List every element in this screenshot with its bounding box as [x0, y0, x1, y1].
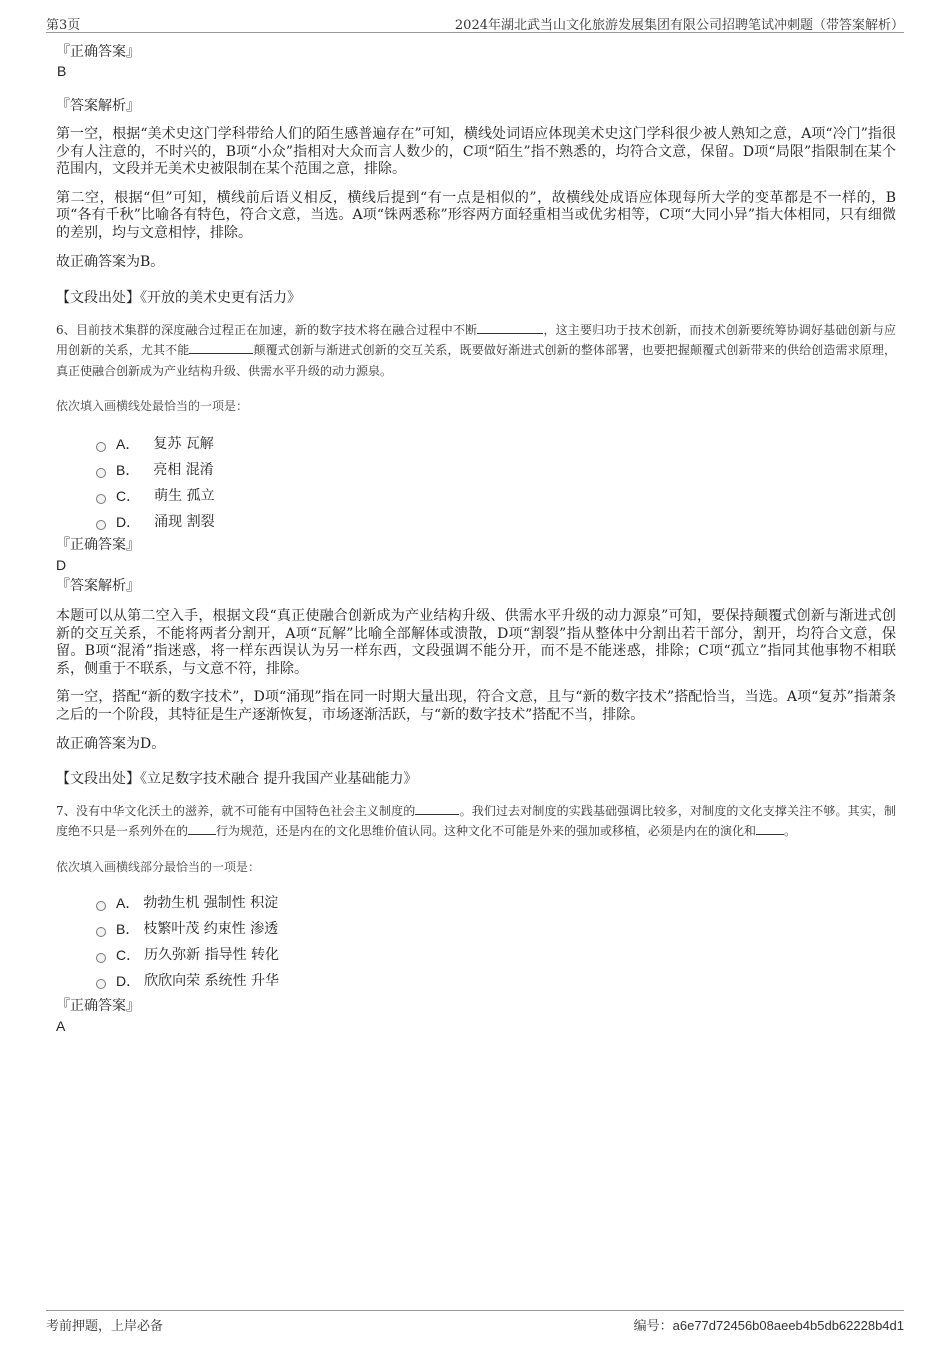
radio-button[interactable]	[96, 901, 106, 911]
fill-blank	[189, 340, 253, 354]
answer-value: B	[57, 63, 67, 79]
answer-heading: 『正确答案』	[56, 537, 140, 553]
analysis-paragraph: 本题可以从第二空入手，根据文段“真正使融合创新成为产业结构升级、供需水平升级的动力源泉”可知，要保持颠覆式创新与渐进式创新的交互关系，不能将两者分割开，A项“瓦解”比喻全部解体或溃散，D项“割裂”指从整体中分割出若干部分，割开，均符合文意，保留。B项“混淆”指迷惑，将一样东西误认为另一样东西，文段强调不能分开，而不是不能迷惑，排除；C项“孤立”指同其他事物不相联系，侧重于不联系，与文意不符，排除。	[56, 608, 896, 677]
conclusion: 故正确答案为D。	[56, 736, 166, 752]
option-b[interactable]: B． 亮相 混淆	[96, 457, 896, 483]
option-c[interactable]: C． 萌生 孤立	[96, 483, 896, 509]
document-code: 编号：a6e77d72456b08aeeb4b5db62228b4d1	[633, 1318, 904, 1334]
question-6-prompt: 依次填入画横线处最恰当的一项是：	[56, 399, 249, 413]
radio-button[interactable]	[96, 494, 106, 504]
page-number: 第3页	[46, 18, 81, 33]
fill-blank	[756, 821, 784, 835]
analysis-paragraph: 第一空，根据“美术史这门学科带给人们的陌生感普遍存在”可知，横线处词语应体现美术史这门学科很少被人熟知之意，A项“冷门”指很少有人注意的，不时兴的，B项“小众”指相对大众而言人数少的，C项“陌生”指不熟悉的，均符合文意，保留。D项“局限”指限制在某个范围内，文段并无美术史被限制在某个范围之意，排除。	[56, 126, 896, 177]
analysis-paragraph: 第二空，根据“但”可知，横线前后语义相反，横线后提到“有一点是相似的”，故横线处成语应体现每所大学的变革都是不一样的，B项“各有千秋”比喻各有特色，符合文意，当选。A项“铢两悉称”形容两方面轻重相当或优劣相等，C项“大同小异”指大体相同，只有细微的差别，均与文意相悖，排除。	[56, 189, 896, 241]
radio-button[interactable]	[96, 979, 106, 989]
source-citation: 【文段出处】《立足数字技术融合 提升我国产业基础能力》	[56, 770, 418, 787]
answer-value: D	[56, 557, 67, 573]
question-7-options	[56, 890, 896, 994]
question-6-options	[56, 431, 896, 535]
answer-heading: 『正确答案』	[56, 997, 140, 1014]
option-a[interactable]: A． 复苏 瓦解	[96, 431, 896, 457]
radio-button[interactable]	[96, 468, 106, 478]
option-b[interactable]: B． 枝繁叶茂 约束性 渗透	[96, 916, 896, 942]
option-c[interactable]: C． 历久弥新 指导性 转化	[96, 942, 896, 968]
radio-button[interactable]	[96, 520, 106, 530]
page-header	[46, 12, 904, 33]
option-d[interactable]: D． 欣欣向荣 系统性 升华	[96, 968, 896, 994]
answer-value: A	[56, 1017, 66, 1034]
question-7-prompt: 依次填入画横线部分最恰当的一项是：	[56, 859, 261, 874]
document-body	[56, 42, 896, 1036]
footer-slogan: 考前押题，上岸必备	[46, 1319, 164, 1334]
fill-blank	[477, 320, 543, 334]
option-d[interactable]: D． 涌现 割裂	[96, 509, 896, 535]
fill-blank	[188, 821, 216, 835]
page-footer	[46, 1310, 904, 1335]
question-7-stem: 7、没有中华文化沃土的滋养，就不可能有中国特色社会主义制度的 。我们过去对制度的实践基础强调比较多，对制度的文化支撑关注不够。其实，制度绝不只是一系列外在的 行为规范，还是内在的文化思维价值认同。这种文化不可能是外来的强加或移植，必须是内在的演化和 。	[56, 801, 896, 842]
radio-button[interactable]	[96, 442, 106, 452]
question-6-stem: 6、目前技术集群的深度融合过程正在加速，新的数字技术将在融合过程中不断 ，这主要归功于技术创新，而技术创新要统筹协调好基础创新与应用创新的关系，尤其不能 颠覆式创新与渐进式创新的交互关系，既要做好渐进式创新的整体部署，也要把握颠覆式创新带来的供给创造需求原理，真正使融合创新成为产业结构升级、供需水平升级的动力源泉。	[56, 320, 896, 382]
fill-blank	[415, 801, 459, 815]
document-title: 2024年湖北武当山文化旅游发展集团有限公司招聘笔试冲刺题（带答案解析）	[454, 18, 904, 33]
analysis-heading: 『答案解析』	[56, 578, 140, 594]
analysis-heading: 『答案解析』	[56, 98, 140, 114]
source-citation: 【文段出处】《开放的美术史更有活力》	[56, 289, 301, 306]
option-a[interactable]: A． 勃勃生机 强制性 积淀	[96, 890, 896, 916]
radio-button[interactable]	[96, 953, 106, 963]
answer-heading: 『正确答案』	[56, 44, 140, 60]
radio-button[interactable]	[96, 927, 106, 937]
analysis-paragraph: 第一空，搭配“新的数字技术”，D项“涌现”指在同一时期大量出现，符合文意，且与“新的数字技术”搭配恰当，当选。A项“复苏”指萧条之后的一个阶段，其特征是生产逐渐恢复，市场逐渐活跃，与“新的数字技术”搭配不当，排除。	[56, 689, 896, 723]
conclusion: 故正确答案为B。	[56, 254, 165, 270]
